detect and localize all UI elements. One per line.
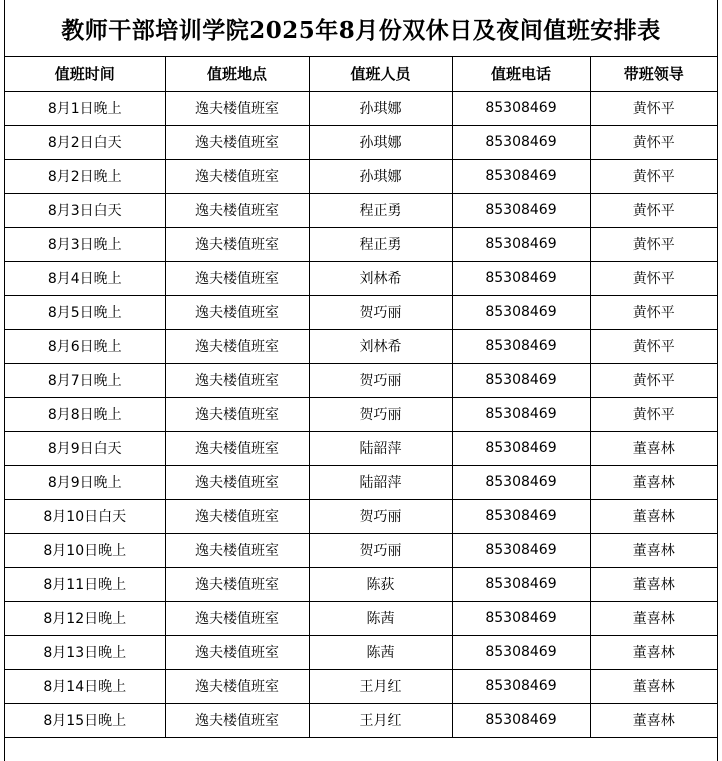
cell-duty-time: 8月11日晚上: [5, 567, 165, 601]
cell-duty-phone: 85308469: [452, 533, 590, 567]
cell-duty-staff: 程正勇: [309, 193, 452, 227]
cell-duty-staff: 贺巧丽: [309, 363, 452, 397]
cell-duty-phone: 85308469: [452, 703, 590, 737]
cell-duty-phone: 85308469: [452, 499, 590, 533]
cell-duty-phone: 85308469: [452, 397, 590, 431]
cell-duty-staff: 陈荻: [309, 567, 452, 601]
cell-leader: 黄怀平: [590, 295, 717, 329]
cell-duty-time: 8月4日晚上: [5, 261, 165, 295]
table-row: [5, 499, 717, 533]
cell-duty-phone: 85308469: [452, 363, 590, 397]
cell-duty-location: 逸夫楼值班室: [165, 125, 309, 159]
header-duty-staff: 值班人员: [309, 57, 452, 91]
table-row: [5, 567, 717, 601]
table-row: [5, 635, 717, 669]
duty-schedule-table: [5, 57, 717, 738]
cell-duty-phone: 85308469: [452, 227, 590, 261]
cell-duty-time: 8月7日晚上: [5, 363, 165, 397]
table-row: [5, 295, 717, 329]
cell-duty-phone: 85308469: [452, 465, 590, 499]
table-row: [5, 669, 717, 703]
table-row: [5, 261, 717, 295]
cell-duty-phone: 85308469: [452, 125, 590, 159]
cell-leader: 董喜林: [590, 669, 717, 703]
cell-duty-staff: 程正勇: [309, 227, 452, 261]
cell-duty-time: 8月13日晚上: [5, 635, 165, 669]
cell-duty-location: 逸夫楼值班室: [165, 295, 309, 329]
cell-duty-staff: 陆韶萍: [309, 465, 452, 499]
cell-duty-time: 8月9日晚上: [5, 465, 165, 499]
cell-duty-phone: 85308469: [452, 193, 590, 227]
header-duty-location: 值班地点: [165, 57, 309, 91]
header-row: [5, 57, 717, 91]
duty-schedule-sheet: [4, 0, 718, 761]
cell-duty-staff: 刘林希: [309, 261, 452, 295]
cell-duty-location: 逸夫楼值班室: [165, 533, 309, 567]
table-row: [5, 329, 717, 363]
cell-duty-phone: 85308469: [452, 261, 590, 295]
cell-leader: 董喜林: [590, 465, 717, 499]
table-row: [5, 601, 717, 635]
cell-duty-location: 逸夫楼值班室: [165, 669, 309, 703]
cell-duty-phone: 85308469: [452, 635, 590, 669]
cell-duty-phone: 85308469: [452, 91, 590, 125]
table-row: [5, 465, 717, 499]
cell-duty-time: 8月15日晚上: [5, 703, 165, 737]
table-row: [5, 91, 717, 125]
table-row: [5, 397, 717, 431]
header-duty-phone: 值班电话: [452, 57, 590, 91]
cell-leader: 董喜林: [590, 635, 717, 669]
cell-leader: 黄怀平: [590, 193, 717, 227]
cell-duty-staff: 陆韶萍: [309, 431, 452, 465]
cell-duty-time: 8月3日白天: [5, 193, 165, 227]
cell-duty-time: 8月1日晚上: [5, 91, 165, 125]
cell-duty-staff: 王月红: [309, 669, 452, 703]
cell-duty-staff: 刘林希: [309, 329, 452, 363]
cell-duty-time: 8月3日晚上: [5, 227, 165, 261]
table-row: [5, 703, 717, 737]
cell-duty-location: 逸夫楼值班室: [165, 499, 309, 533]
cell-duty-time: 8月9日白天: [5, 431, 165, 465]
cell-duty-staff: 孙琪娜: [309, 91, 452, 125]
header-leader: 带班领导: [590, 57, 717, 91]
cell-duty-time: 8月10日白天: [5, 499, 165, 533]
cell-leader: 黄怀平: [590, 397, 717, 431]
table-row: [5, 227, 717, 261]
cell-leader: 黄怀平: [590, 91, 717, 125]
cell-duty-staff: 贺巧丽: [309, 397, 452, 431]
cell-duty-time: 8月2日晚上: [5, 159, 165, 193]
cell-duty-staff: 孙琪娜: [309, 159, 452, 193]
cell-duty-location: 逸夫楼值班室: [165, 193, 309, 227]
cell-duty-location: 逸夫楼值班室: [165, 227, 309, 261]
cell-duty-location: 逸夫楼值班室: [165, 91, 309, 125]
table-body: [5, 91, 717, 737]
table-row: [5, 125, 717, 159]
cell-duty-staff: 孙琪娜: [309, 125, 452, 159]
cell-duty-location: 逸夫楼值班室: [165, 363, 309, 397]
cell-duty-location: 逸夫楼值班室: [165, 329, 309, 363]
cell-duty-location: 逸夫楼值班室: [165, 261, 309, 295]
cell-duty-phone: 85308469: [452, 567, 590, 601]
cell-duty-phone: 85308469: [452, 601, 590, 635]
cell-leader: 董喜林: [590, 431, 717, 465]
cell-duty-phone: 85308469: [452, 431, 590, 465]
cell-duty-location: 逸夫楼值班室: [165, 703, 309, 737]
cell-leader: 黄怀平: [590, 227, 717, 261]
cell-leader: 黄怀平: [590, 363, 717, 397]
page-title: 教师干部培训学院2025年8月份双休日及夜间值班安排表: [5, 0, 717, 57]
cell-leader: 董喜林: [590, 499, 717, 533]
cell-duty-time: 8月12日晚上: [5, 601, 165, 635]
cell-leader: 董喜林: [590, 533, 717, 567]
cell-leader: 黄怀平: [590, 261, 717, 295]
cell-duty-staff: 贺巧丽: [309, 533, 452, 567]
cell-duty-location: 逸夫楼值班室: [165, 567, 309, 601]
cell-duty-location: 逸夫楼值班室: [165, 465, 309, 499]
cell-duty-time: 8月2日白天: [5, 125, 165, 159]
cell-duty-staff: 王月红: [309, 703, 452, 737]
cell-duty-time: 8月5日晚上: [5, 295, 165, 329]
cell-duty-location: 逸夫楼值班室: [165, 159, 309, 193]
cell-duty-staff: 陈茜: [309, 601, 452, 635]
cell-duty-phone: 85308469: [452, 329, 590, 363]
cell-leader: 董喜林: [590, 703, 717, 737]
cell-leader: 黄怀平: [590, 159, 717, 193]
cell-duty-phone: 85308469: [452, 669, 590, 703]
cell-duty-location: 逸夫楼值班室: [165, 397, 309, 431]
cell-leader: 黄怀平: [590, 329, 717, 363]
cell-duty-location: 逸夫楼值班室: [165, 431, 309, 465]
cell-leader: 董喜林: [590, 567, 717, 601]
cell-duty-staff: 贺巧丽: [309, 499, 452, 533]
table-row: [5, 533, 717, 567]
cell-duty-phone: 85308469: [452, 159, 590, 193]
cell-duty-time: 8月8日晚上: [5, 397, 165, 431]
cell-duty-time: 8月14日晚上: [5, 669, 165, 703]
cell-leader: 黄怀平: [590, 125, 717, 159]
cell-leader: 董喜林: [590, 601, 717, 635]
cell-duty-time: 8月10日晚上: [5, 533, 165, 567]
table-row: [5, 431, 717, 465]
cell-duty-time: 8月6日晚上: [5, 329, 165, 363]
cell-duty-staff: 贺巧丽: [309, 295, 452, 329]
table-row: [5, 159, 717, 193]
table-row: [5, 193, 717, 227]
table-row: [5, 363, 717, 397]
header-duty-time: 值班时间: [5, 57, 165, 91]
cell-duty-staff: 陈茜: [309, 635, 452, 669]
cell-duty-phone: 85308469: [452, 295, 590, 329]
cell-duty-location: 逸夫楼值班室: [165, 601, 309, 635]
cell-duty-location: 逸夫楼值班室: [165, 635, 309, 669]
